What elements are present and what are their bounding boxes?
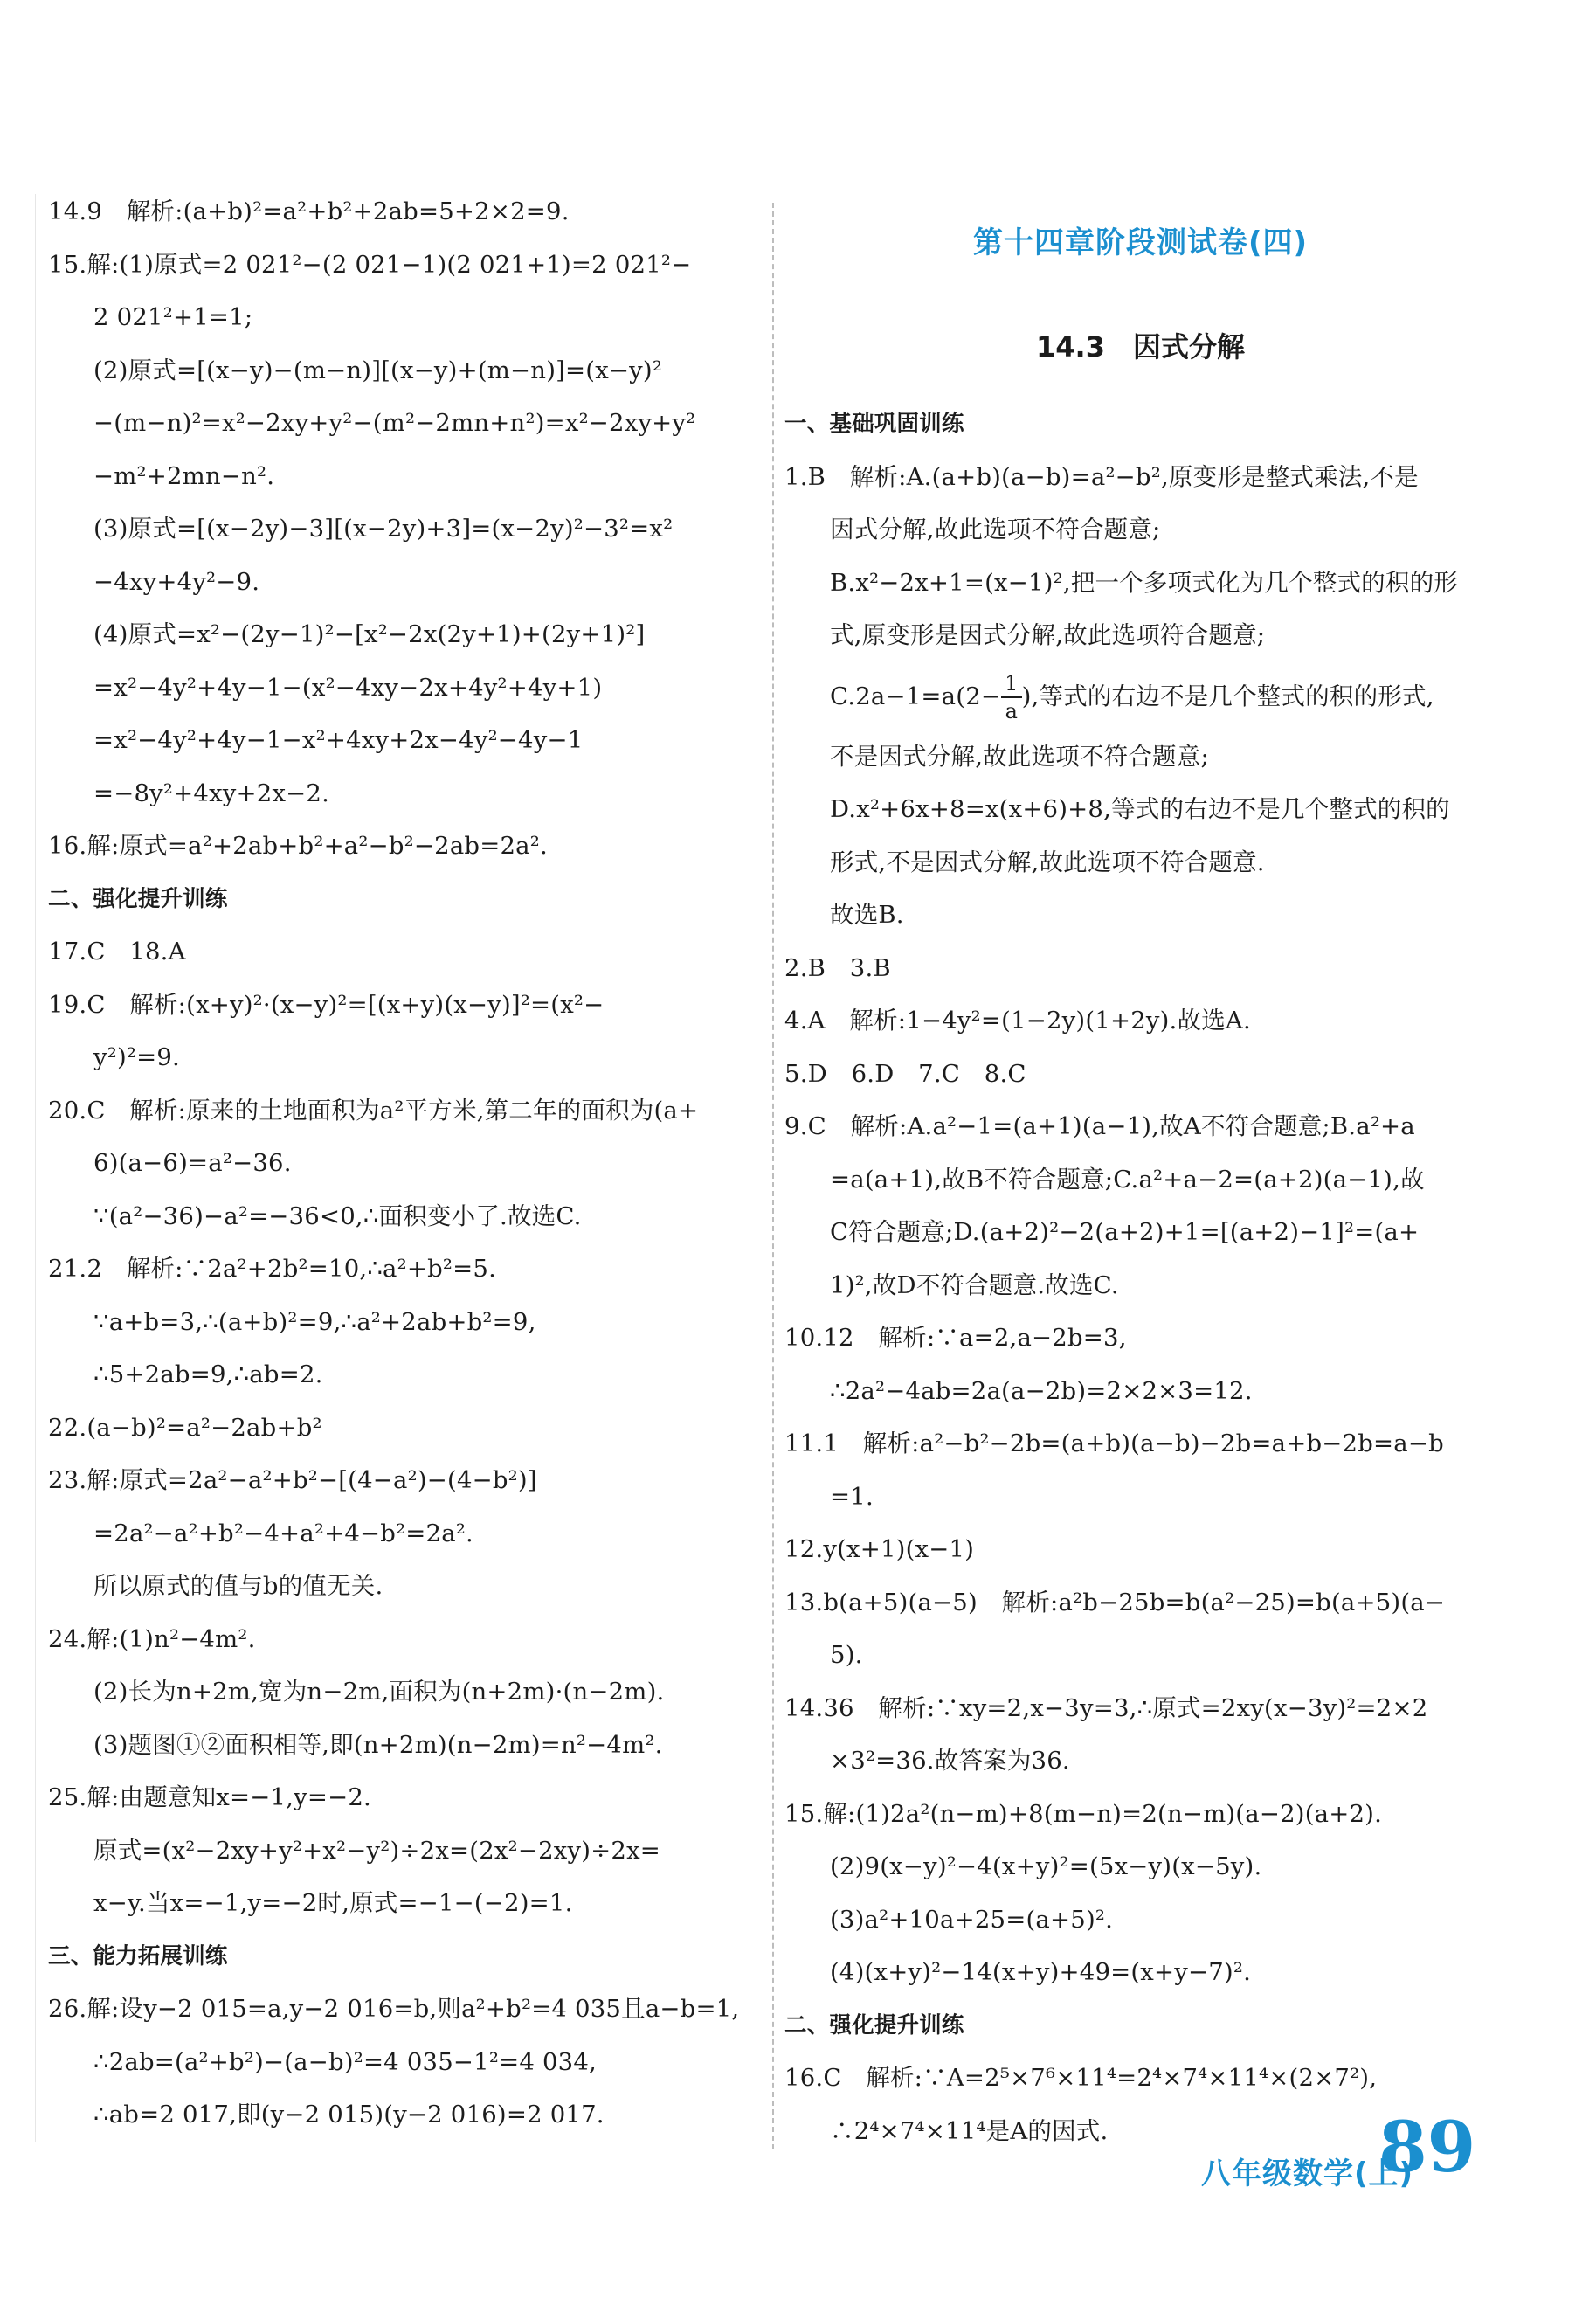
answer-line: 式,原变形是因式分解,故此选项符合题意; <box>830 621 1266 649</box>
answer-line: ∴5+2ab=9,∴ab=2. <box>93 1360 323 1388</box>
answer-line: (2)原式=[(x−y)−(m−n)][(x−y)+(m−n)]=(x−y)² <box>93 356 663 384</box>
answer-line: (2)9(x−y)²−4(x+y)²=(5x−y)(x−5y). <box>830 1852 1262 1880</box>
section-heading: 二、强化提升训练 <box>48 885 228 912</box>
answer-line: x−y.当x=−1,y=−2时,原式=−1−(−2)=1. <box>93 1889 573 1917</box>
section-heading: 一、基础巩固训练 <box>784 411 964 437</box>
fraction <box>1001 670 1021 724</box>
answer-line: 故选B. <box>830 901 904 929</box>
answer-line: y²)²=9. <box>93 1043 180 1071</box>
answer-line: 14.9 解析:(a+b)²=a²+b²+2ab=5+2×2=9. <box>48 197 570 225</box>
answer-line: 形式,不是因式分解,故此选项不符合题意. <box>830 848 1265 876</box>
answer-line: 所以原式的值与b的值无关. <box>93 1572 383 1600</box>
answer-line: −(m−n)²=x²−2xy+y²−(m²−2mn+n²)=x²−2xy+y² <box>93 409 696 437</box>
answer-text: ),等式的右边不是几个整式的积的形式, <box>1021 682 1434 710</box>
answer-line: 因式分解,故此选项不符合题意; <box>830 516 1161 543</box>
answer-text: C.2a−1=a(2− <box>830 682 1002 710</box>
answer-line: 9.C 解析:A.a²−1=(a+1)(a−1),故A不符合题意;B.a²+a <box>784 1112 1415 1140</box>
answer-line: (4)(x+y)²−14(x+y)+49=(x+y−7)². <box>830 1958 1252 1986</box>
column-divider <box>772 203 774 2149</box>
answer-line: 17.C 18.A <box>48 938 186 966</box>
answer-line: ×3²=36.故答案为36. <box>830 1747 1070 1775</box>
right-column <box>784 398 1496 2157</box>
answer-line: ∴ab=2 017,即(y−2 015)(y−2 016)=2 017. <box>93 2101 605 2129</box>
section-heading: 三、能力拓展训练 <box>48 1942 228 1969</box>
answer-line: =x²−4y²+4y−1−x²+4xy+2x−4y²−4y−1 <box>93 726 584 754</box>
answer-line: C符合题意;D.(a+2)²−2(a+2)+1=[(a+2)−1]²=(a+ <box>830 1218 1420 1246</box>
answer-line: 2.B 3.B <box>784 953 891 982</box>
answer-line: 16.C 解析:∵A=2⁵×7⁶×11⁴=2⁴×7⁴×11⁴×(2×7²), <box>784 2064 1378 2092</box>
answer-line: =2a²−a²+b²−4+a²+4−b²=2a². <box>93 1519 473 1547</box>
answer-line: 25.解:由题意知x=−1,y=−2. <box>48 1783 371 1811</box>
answer-line: 15.解:(1)原式=2 021²−(2 021−1)(2 021+1)=2 021²− <box>48 250 692 279</box>
answer-line: 26.解:设y−2 015=a,y−2 016=b,则a²+b²=4 035且a−b=1, <box>48 1995 740 2023</box>
answer-line: ∴2ab=(a²+b²)−(a−b)²=4 035−1²=4 034, <box>93 2047 597 2076</box>
answer-line: 24.解:(1)n²−4m². <box>48 1624 256 1653</box>
answer-line: D.x²+6x+8=x(x+6)+8,等式的右边不是几个整式的积的 <box>830 795 1450 823</box>
section-title: 14.3 因式分解 <box>1036 330 1245 363</box>
answer-line: 10.12 解析:∵a=2,a−2b=3, <box>784 1324 1127 1352</box>
answer-line: 原式=(x²−2xy+y²+x²−y²)÷2x=(2x²−2xy)÷2x= <box>93 1836 661 1865</box>
answer-line: ∴2⁴×7⁴×11⁴是A的因式. <box>830 2116 1109 2145</box>
answer-line: (2)长为n+2m,宽为n−2m,面积为(n+2m)·(n−2m). <box>93 1678 665 1706</box>
answer-line: 16.解:原式=a²+2ab+b²+a²−b²−2ab=2a². <box>48 832 548 860</box>
answer-line: 2 021²+1=1; <box>93 303 253 331</box>
answer-line: (3)a²+10a+25=(a+5)². <box>830 1905 1114 1934</box>
answer-line: 6)(a−6)=a²−36. <box>93 1149 292 1177</box>
section-heading: 二、强化提升训练 <box>784 2011 964 2039</box>
answer-line: =−8y²+4xy+2x−2. <box>93 779 330 807</box>
answer-line: ∵a+b=3,∴(a+b)²=9,∴a²+2ab+b²=9, <box>93 1307 536 1336</box>
answer-line: (3)原式=[(x−2y)−3][(x−2y)+3]=(x−2y)²−3²=x² <box>93 515 674 543</box>
answer-line: ∵(a²−36)−a²=−36<0,∴面积变小了.故选C. <box>93 1201 582 1230</box>
answer-line: (3)题图①②面积相等,即(n+2m)(n−2m)=n²−4m². <box>93 1730 663 1759</box>
answer-line: 15.解:(1)2a²(n−m)+8(m−n)=2(n−m)(a−2)(a+2). <box>784 1799 1383 1828</box>
answer-line: −4xy+4y²−9. <box>93 567 260 596</box>
fraction-numerator: 1 <box>1001 670 1021 698</box>
answer-line: 12.y(x+1)(x−1) <box>784 1535 975 1563</box>
answer-line: 11.1 解析:a²−b²−2b=(a+b)(a−b)−2b=a+b−2b=a−b <box>784 1429 1444 1457</box>
answer-line: 4.A 解析:1−4y²=(1−2y)(1+2y).故选A. <box>784 1007 1251 1035</box>
answer-line: 19.C 解析:(x+y)²·(x−y)²=[(x+y)(x−y)]²=(x²− <box>48 990 605 1019</box>
answer-line: 21.2 解析:∵2a²+2b²=10,∴a²+b²=5. <box>48 1255 497 1283</box>
answer-line: ∴2a²−4ab=2a(a−2b)=2×2×3=12. <box>830 1376 1253 1405</box>
chapter-title: 第十四章阶段测试卷(四) <box>972 225 1309 260</box>
answer-line: 14.36 解析:∵xy=2,x−3y=3,∴原式=2xy(x−3y)²=2×2 <box>784 1693 1428 1722</box>
left-margin-rule <box>35 194 36 2142</box>
answer-line: =1. <box>830 1482 874 1511</box>
fraction-denominator: a <box>1005 699 1019 723</box>
answer-line: 1)²,故D不符合题意.故选C. <box>830 1270 1119 1299</box>
footer-grade-subject: 八年级数学(上) <box>1201 2156 1414 2191</box>
answer-line <box>784 662 1496 730</box>
answer-line: 5). <box>830 1641 863 1669</box>
answer-line: =a(a+1),故B不符合题意;C.a²+a−2=(a+2)(a−1),故 <box>830 1165 1425 1194</box>
answer-line: B.x²−2x+1=(x−1)²,把一个多项式化为几个整式的积的形 <box>830 568 1458 597</box>
answer-line: 22.(a−b)²=a²−2ab+b² <box>48 1413 322 1442</box>
left-column <box>48 185 747 2142</box>
answer-line: 23.解:原式=2a²−a²+b²−[(4−a²)−(4−b²)] <box>48 1466 537 1494</box>
answer-line: 1.B 解析:A.(a+b)(a−b)=a²−b²,原变形是整式乘法,不是 <box>784 462 1419 491</box>
answer-line: 不是因式分解,故此选项不符合题意; <box>830 742 1209 771</box>
answer-line: 13.b(a+5)(a−5) 解析:a²b−25b=b(a²−25)=b(a+5)(a− <box>784 1588 1446 1616</box>
answer-line: =x²−4y²+4y−1−(x²−4xy−2x+4y²+4y+1) <box>93 673 603 702</box>
page-number: 89 <box>1378 2106 1476 2188</box>
answer-line: 5.D 6.D 7.C 8.C <box>784 1059 1026 1088</box>
answer-line: −m²+2mn−n². <box>93 461 275 490</box>
answer-line: (4)原式=x²−(2y−1)²−[x²−2x(2y+1)+(2y+1)²] <box>93 620 646 648</box>
answer-line: 20.C 解析:原来的土地面积为a²平方米,第二年的面积为(a+ <box>48 1096 699 1125</box>
